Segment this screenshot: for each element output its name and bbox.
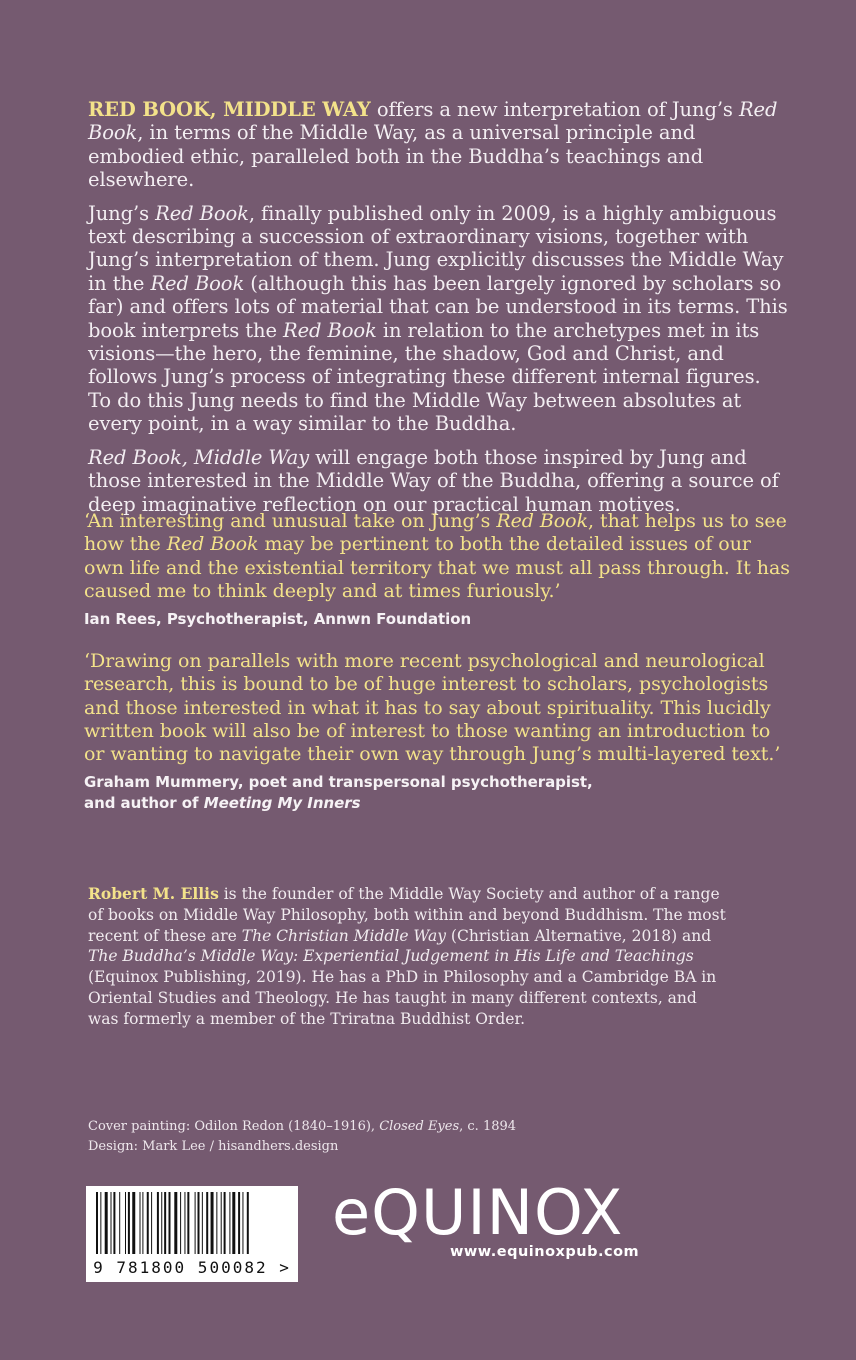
barcode-bar <box>151 1192 152 1254</box>
blurb-paragraph-1: RED BOOK, MIDDLE WAY offers a new interpretation of Jung’s Red Book, in terms of the Middle Way, as a universal principle and embodied ethic, paralleled both in the Buddha’s teachings and elsewhere. <box>88 98 778 192</box>
credits <box>88 1117 688 1157</box>
barcode-bar <box>100 1192 101 1254</box>
barcode-bar <box>187 1192 189 1254</box>
barcode-bar <box>105 1192 108 1254</box>
barcode-bar <box>184 1192 185 1254</box>
quote-1-attribution: Ian Rees, Psychotherapist, Annwn Foundation <box>84 610 472 629</box>
barcode-bar <box>142 1192 143 1254</box>
barcode-bar <box>232 1192 235 1254</box>
barcode-bars <box>92 1192 292 1258</box>
barcode-bar <box>224 1192 226 1254</box>
barcode-bar <box>229 1192 230 1254</box>
quote-2-text: ‘Drawing on parallels with more recent psychological and neurological research, this is bound to be of huge interest to scholars, psychologists and those interested in what it has to say about spirituality. This lucidly written book will also be of interest to those wanting an introduction to or wanting to navigate their own way through Jung’s multi-layered text.’ <box>84 650 781 766</box>
publisher-logo <box>332 1176 662 1280</box>
barcode-bar <box>202 1192 203 1254</box>
barcode-bar <box>113 1192 115 1254</box>
book-title: RED BOOK, MIDDLE WAY <box>88 98 371 121</box>
barcode-bar <box>125 1192 126 1254</box>
barcode-bar <box>96 1192 98 1254</box>
blurb-paragraph-3: Red Book, Middle Way will engage both those inspired by Jung and those interested in the Middle Way of the Buddha, offering a source of deep imaginative reflection on our practical human motives. <box>88 445 779 516</box>
barcode-bar <box>157 1192 159 1254</box>
blurb <box>88 98 788 526</box>
painting-credit: Cover painting: Odilon Redon (1840–1916), Closed Eyes, c. 1894 <box>88 1119 517 1134</box>
barcode-bar <box>164 1192 166 1254</box>
barcode-bar <box>242 1192 243 1254</box>
blurb-paragraph-2: Jung’s Red Book, finally published only in 2009, is a highly ambiguous text describing a succession of extraordinary visions, together with Jung’s interpretation of them. Jung explicitly discusses the Middle Way in the Red Book (although this has been largely ignored by scholars so far) and offers lots of material that can be understood in its terms. This book interprets the Red Book in relation to the archetypes met in its visions—the hero, the feminine, the shadow, God and Christ, and follows Jung’s process of integrating these different internal figures. To do this Jung needs to find the Middle Way between absolutes at every point, in a way similar to the Buddha. <box>88 201 788 436</box>
barcode-bar <box>216 1192 217 1254</box>
barcode-bar <box>111 1192 112 1254</box>
barcode-bar <box>169 1192 171 1254</box>
barcode-bar <box>128 1192 130 1254</box>
equinox-logo-text: eQUINOX <box>332 1176 624 1249</box>
barcode-bar <box>195 1192 196 1254</box>
author-bio: Robert M. Ellis is the founder of the Middle Way Society and author of a range of books on Middle Way Philosophy, both within and beyond Buddhism. The most recent of these are The Christian Middle Way (Christian Alternative, 2018) and The Buddha’s Middle Way: Experiential Judgement in His Life and Teachings (Equinox Publishing, 2019). He has a PhD in Philosophy and a Cambridge BA in Oriental Studies and Theology. He has taught in many different contexts, and was formerly a member of the Triratna Buddhist Order. <box>88 884 726 1028</box>
isbn-digits: 9 781800 500082 > <box>93 1258 291 1277</box>
barcode-bar <box>147 1192 149 1254</box>
isbn-barcode <box>86 1186 298 1282</box>
author-name: Robert M. Ellis <box>88 884 219 903</box>
barcode-bar <box>119 1192 120 1254</box>
endorsement-quote-1 <box>84 510 796 630</box>
quote-1-text: ‘An interesting and unusual take on Jung’s Red Book, that helps us to see how the Red Book may be pertinent to both the detailed issues of our own life and the existential territory that we must all pass through. It has caused me to think deeply and at times furiously.’ <box>84 510 790 602</box>
barcode-bar <box>247 1192 249 1254</box>
barcode-bar <box>198 1192 200 1254</box>
barcode-bar <box>161 1192 162 1254</box>
barcode-bar <box>180 1192 181 1254</box>
endorsement-quote-2 <box>84 650 796 814</box>
barcode-bar <box>221 1192 222 1254</box>
barcode-bar <box>132 1192 135 1254</box>
barcode-bar <box>211 1192 214 1254</box>
quote-2-attribution: Graham Mummery, poet and transpersonal psychotherapist, and author of Meeting My Inners <box>84 773 593 813</box>
barcode-bar <box>238 1192 240 1254</box>
design-credit: Design: Mark Lee / hisandhers.design <box>88 1139 339 1154</box>
barcode-bar <box>174 1192 177 1254</box>
barcode-bar <box>206 1192 208 1254</box>
barcode-bar <box>140 1192 141 1254</box>
publisher-url: www.equinoxpub.com <box>450 1244 640 1260</box>
